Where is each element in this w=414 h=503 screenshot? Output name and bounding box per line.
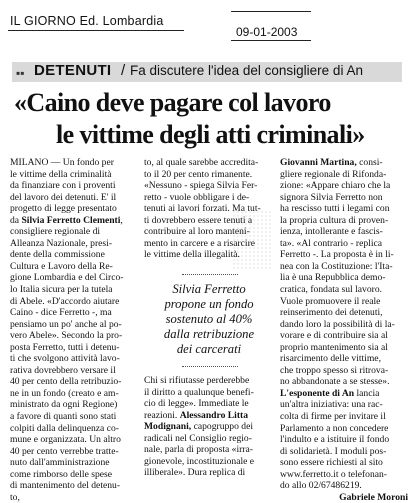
- col2-line: contribuire al loro manteni-: [144, 226, 250, 238]
- col2b-line: radicali nel Consiglio regio-: [144, 432, 252, 444]
- col3-line: sono essere richiesti al sito: [280, 457, 383, 469]
- col3-line: un'altra iniziativa: una rac-: [280, 399, 383, 411]
- col1-line: Alleanza Nazionale, presi-: [10, 237, 113, 249]
- col1-line: rativa dovrebbero versare il: [10, 364, 116, 376]
- col1-line: consigliere regionale di: [10, 226, 101, 238]
- col3-line: lia è una Repubblica demo-: [280, 272, 386, 284]
- col1-line: 40 per cento della retribuzio-: [10, 376, 122, 388]
- col2b-line: illiberale». Dura replica di: [144, 467, 246, 479]
- pull-quote: [148, 282, 270, 357]
- col3-line: dando loro la possibilità di la-: [280, 318, 395, 330]
- col1-line: del lavoro dei detenuti. E' il: [10, 191, 117, 203]
- col2-line: to il 20 per cento rimanente.: [144, 168, 253, 180]
- col1-line: dente della commissione: [10, 249, 105, 261]
- kicker-text: Fa discutere l'idea del consigliere di An: [130, 63, 363, 78]
- col3-line: www.ferretto.it o telefonan-: [280, 468, 387, 480]
- pq-line: dei carcerati: [176, 342, 242, 356]
- article-column-3: [280, 157, 408, 503]
- col3-line: Ferretto -. La proposta è in li-: [280, 249, 394, 261]
- header-rule-top: [231, 11, 311, 12]
- col3-line: Giovanni Martina, consi-: [280, 157, 383, 168]
- col3-line: signora Silvia Ferretto non: [280, 191, 383, 203]
- col3-line: Gabriele Moroni: [339, 491, 408, 503]
- col2-line: le vittime della illegalità.: [144, 249, 240, 261]
- pq-line: Silvia Ferretto: [172, 282, 246, 296]
- col1-line: gione Lombardia e del Circo-: [10, 272, 124, 284]
- col3-line: no abbandonate a se stesse».: [280, 376, 390, 388]
- pull-quote-texture: [232, 210, 272, 270]
- col2-line: to, al quale sarebbe accredita-: [144, 157, 259, 168]
- pq-line: propone un fondo: [164, 297, 254, 311]
- col1-line: to,: [10, 491, 20, 503]
- col1-line: le vittime della criminalità: [10, 168, 112, 180]
- col1-line: nuto dall'amministrazione: [10, 457, 110, 469]
- col1-line: pensiamo un po' anche al po-: [10, 318, 122, 330]
- col1-line: di mantenimento del detenu-: [10, 480, 121, 492]
- col3-line: cratica, fondata sul lavoro.: [280, 284, 383, 296]
- col3-line: nea con la Costituzione: l'Ita-: [280, 260, 393, 272]
- col2-line: «Nessuno - spiega Silvia Fer-: [144, 180, 258, 192]
- col3-line: proprio mantenimento sia al: [280, 341, 388, 353]
- article-column-2-bottom: [144, 375, 274, 479]
- col3-line: Vuole promuovere il reale: [280, 295, 381, 307]
- col3-line: la propria cultura di proven-: [280, 214, 389, 226]
- col3-line: colta di firme per invitare il: [280, 411, 386, 423]
- col2b-line: gionevole, incostituzionale e: [144, 455, 255, 467]
- pull-quote-rule-bottom: [182, 366, 238, 367]
- headline-line-2: le vittime degli atti criminali»: [56, 120, 365, 149]
- header-rule-date: [231, 40, 311, 41]
- col3-line: zione: «Appare chiaro che la: [280, 180, 391, 192]
- article-column-1: [10, 157, 138, 503]
- col2b-line: cio di legge». Immediate le: [144, 398, 249, 410]
- pull-quote-rule-top: [182, 274, 238, 275]
- col3-line: ta». «Al contrario - replica: [280, 237, 383, 249]
- col3-line: l'indulto e a istituire il fondo: [280, 434, 390, 446]
- col3-line: L'esponente di An lancia: [280, 387, 380, 399]
- col2-line: retto - vuole obbligare i de-: [144, 191, 250, 203]
- col3-line: Parlamento a non concedere: [280, 422, 389, 434]
- col1-line: da Silvia Ferretto Clementi,: [10, 214, 123, 226]
- col3-line: ienza, intollerante e fascis-: [280, 226, 383, 238]
- col3-line: reinserimento dei detenuti,: [280, 307, 383, 319]
- col1-line: a favore di quanti sono stati: [10, 411, 117, 423]
- col2-line: mento in carcere e a risarcire: [144, 237, 256, 249]
- col2b-line: reazioni. Alessandro Litta: [144, 409, 249, 421]
- col1-line: lo Italia sicura per la tutela: [10, 284, 113, 296]
- col3-line: do allo 02/67486219.: [280, 480, 362, 492]
- col1-line: ministrato da ogni Regione): [10, 399, 118, 411]
- kicker-bullet-icon: ▪▪: [16, 66, 25, 80]
- col1-line: 40 per cento verrebbe tratte-: [10, 445, 119, 457]
- col3-line: vorare e di contribuire sia al: [280, 330, 388, 342]
- col1-line: ti che svolgono attività lavo-: [10, 353, 120, 365]
- col1-line: da finanziare con i proventi: [10, 180, 116, 192]
- col1-line: di Abele. «D'accordo aiutare: [10, 295, 120, 307]
- col1-line: MILANO — Un fondo per: [10, 157, 114, 168]
- col1-line: colpiti dalla delinquenza co-: [10, 422, 119, 434]
- col1-line: mune e organizzata. Un altro: [10, 434, 121, 446]
- col1-line: Caino - dice Ferretto -, ma: [10, 307, 112, 319]
- col1-line: vero Abele». Secondo la pro-: [10, 330, 123, 342]
- pq-line: dalla retribuzione: [163, 327, 255, 341]
- col2b-line: Chi si rifiutasse perderebbe: [144, 375, 250, 386]
- kicker-separator: /: [121, 62, 126, 79]
- col1-line: progetto di legge presentato: [10, 203, 117, 215]
- col1-line: posta Ferretto, tutti i detenu-: [10, 341, 120, 353]
- col1-line: come rimborso delle spese: [10, 468, 113, 480]
- col2b-line: Modignani, capogruppo dei: [144, 421, 253, 433]
- col2b-line: nale, parla di proposta «irra-: [144, 444, 253, 456]
- col2-line: tenuti ai lavori forzati. Ma tut-: [144, 203, 261, 215]
- kicker-section: DETENUTI: [34, 62, 112, 79]
- publication-date: 09-01-2003: [236, 25, 298, 39]
- col3-line: che troppo spesso si ritrova-: [280, 364, 389, 376]
- col1-line: ne in un fondo (creato e am-: [10, 387, 119, 399]
- col3-line: risarcimento delle vittime,: [280, 353, 381, 365]
- col3-line: di solidarietà. I moduli pos-: [280, 445, 387, 457]
- col2b-line: il diritto a qualunque benefi-: [144, 386, 254, 398]
- headline-line-1: «Caino deve pagare col lavoro: [14, 88, 331, 117]
- col1-line: Cultura e Lavoro della Re-: [10, 260, 113, 272]
- col3-line: gliere regionale di Rifonda-: [280, 168, 387, 180]
- col2-line: ti dovrebbero essere tenuti a: [144, 214, 253, 226]
- header-rule-publication: [8, 30, 184, 31]
- pq-line: sostenuto al 40%: [165, 312, 253, 326]
- publication-name: IL GIORNO Ed. Lombardia: [10, 14, 164, 28]
- col3-line: ha rescisso tutti i legami con: [280, 203, 390, 215]
